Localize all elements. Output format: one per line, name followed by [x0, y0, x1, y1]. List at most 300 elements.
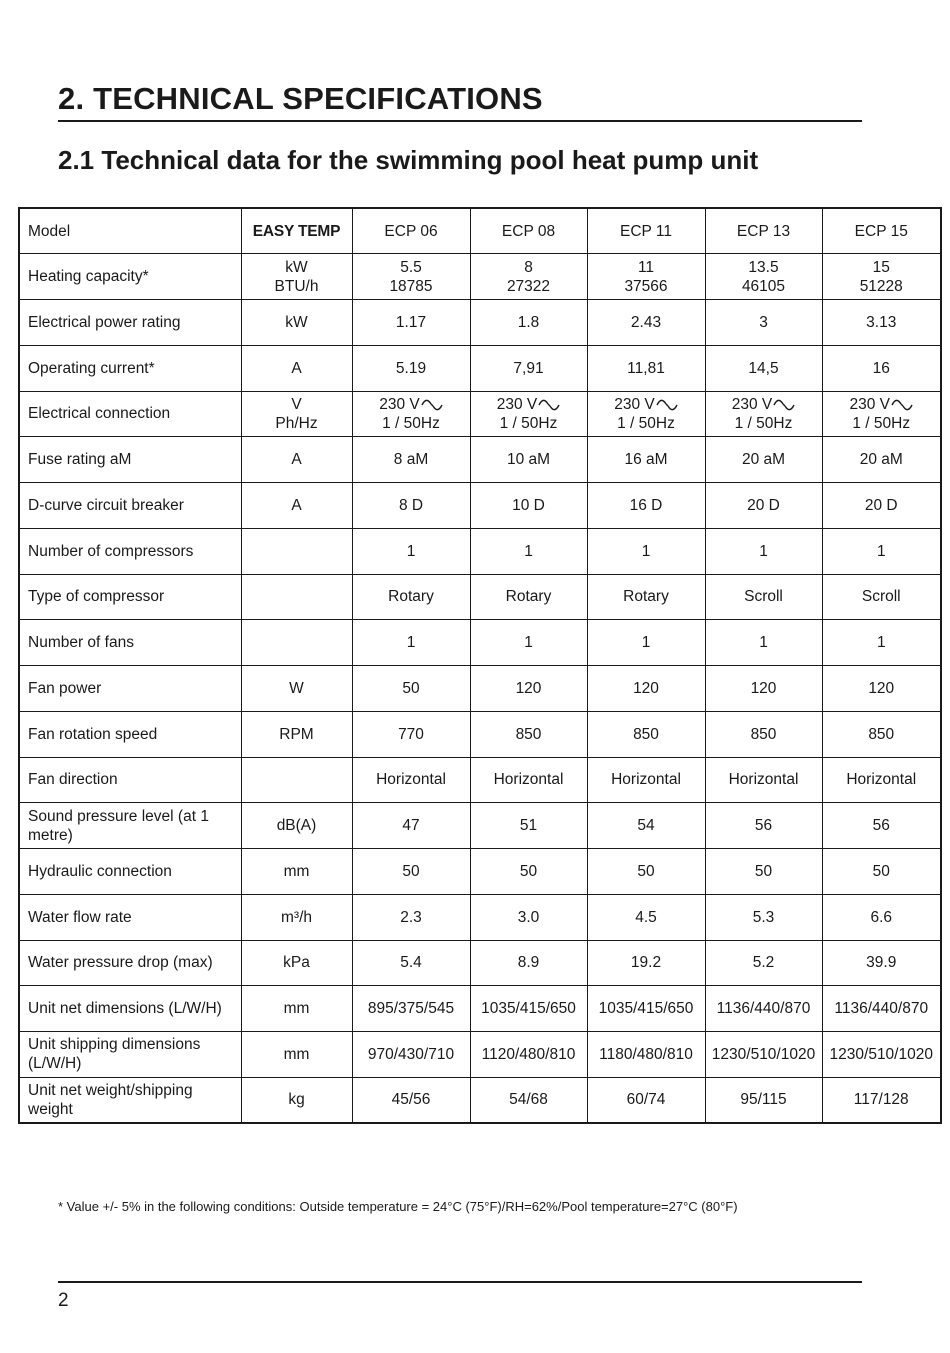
ac-symbol-icon	[891, 398, 913, 412]
value-text: 1136/440/870	[716, 1000, 811, 1018]
value-cell	[822, 528, 941, 574]
value-cell	[587, 1032, 705, 1078]
value-cell	[470, 391, 587, 437]
table-row	[19, 1077, 941, 1123]
value-cell	[822, 894, 941, 940]
table-row	[19, 757, 941, 803]
value-cell	[470, 300, 587, 346]
row-label: Unit net dimensions (L/W/H)	[19, 986, 241, 1032]
value-text: 120	[868, 679, 895, 697]
value-text: 13.5	[748, 258, 779, 276]
value-line	[471, 816, 587, 835]
value-line	[353, 359, 470, 378]
value-text: 56	[754, 817, 773, 835]
value-cell	[352, 1077, 470, 1123]
value-cell	[822, 437, 941, 483]
unit-line: A	[291, 451, 302, 469]
row-label: Fan direction	[19, 757, 241, 803]
value-text: 1	[524, 634, 533, 652]
value-line	[823, 414, 941, 433]
value-cell	[705, 666, 822, 712]
value-text: 1230/510/1020	[829, 1045, 933, 1063]
unit-line: mm	[283, 1045, 310, 1063]
value-text: 56	[872, 817, 890, 835]
value-text: 850	[750, 725, 777, 743]
unit-line: kPa	[283, 954, 310, 972]
value-line	[471, 313, 587, 332]
value-text: 1180/480/810	[599, 1045, 693, 1063]
value-line	[706, 908, 822, 927]
value-text: 117/128	[853, 1091, 909, 1109]
value-cell	[822, 803, 941, 849]
value-line	[706, 999, 822, 1018]
table-row	[19, 345, 941, 391]
row-unit	[241, 986, 352, 1032]
value-text: 1230/510/1020	[711, 1045, 816, 1063]
value-text: 11	[637, 258, 655, 276]
value-cell	[705, 711, 822, 757]
value-cell	[705, 1077, 822, 1123]
value-cell	[822, 757, 941, 803]
value-line	[353, 587, 470, 606]
value-text: 46105	[741, 277, 786, 295]
value-line	[706, 862, 822, 881]
row-unit	[241, 437, 352, 483]
value-text: 4.5	[635, 908, 657, 926]
value-text: 3	[759, 313, 768, 331]
value-text: 1120/480/810	[481, 1045, 576, 1063]
value-text: 6.6	[870, 908, 893, 926]
value-cell	[587, 666, 705, 712]
value-text: 50	[402, 862, 420, 880]
value-cell	[705, 528, 822, 574]
value-text: 37566	[624, 277, 668, 295]
value-line	[823, 1045, 941, 1064]
value-text: 8 aM	[393, 451, 429, 469]
value-line	[353, 277, 470, 296]
value-line	[471, 770, 587, 789]
row-unit	[241, 666, 352, 712]
value-text: 3.0	[517, 908, 540, 926]
value-text: 850	[515, 725, 542, 743]
table-row	[19, 254, 941, 300]
row-label: Unit net weight/shipping weight	[19, 1077, 241, 1123]
value-line	[706, 587, 822, 606]
value-line	[823, 450, 941, 469]
value-cell	[470, 666, 587, 712]
value-cell	[587, 1077, 705, 1123]
row-unit	[241, 391, 352, 437]
value-text: 95/115	[740, 1091, 787, 1109]
value-cell	[705, 803, 822, 849]
value-text: Horizontal	[846, 771, 917, 789]
value-line	[353, 770, 470, 789]
value-line	[706, 633, 822, 652]
value-text: 11,81	[627, 359, 665, 377]
row-label: Unit shipping dimensions (L/W/H)	[19, 1032, 241, 1078]
value-text: 50	[402, 679, 420, 697]
value-text: 20 D	[864, 496, 898, 514]
value-text: 1	[406, 542, 416, 560]
value-text: 770	[398, 725, 424, 743]
row-label: D-curve circuit breaker	[19, 483, 241, 529]
value-line	[471, 862, 587, 881]
value-line	[588, 313, 705, 332]
value-line	[823, 862, 941, 881]
value-text: 1	[759, 542, 768, 560]
value-cell	[705, 940, 822, 986]
value-text: 18785	[389, 277, 433, 295]
value-text: 5.4	[400, 954, 422, 972]
value-text: 2.3	[400, 908, 422, 926]
value-cell	[705, 986, 822, 1032]
value-line	[353, 862, 470, 881]
value-text: 54	[637, 817, 655, 835]
value-cell	[587, 620, 705, 666]
value-text: 1	[641, 542, 651, 560]
value-cell	[705, 391, 822, 437]
table-row	[19, 437, 941, 483]
value-text: Scroll	[861, 588, 901, 606]
row-label: Water pressure drop (max)	[19, 940, 241, 986]
value-cell	[352, 803, 470, 849]
value-cell	[352, 300, 470, 346]
value-text: 8.9	[517, 954, 540, 972]
table-row	[19, 528, 941, 574]
value-cell	[587, 391, 705, 437]
value-cell	[587, 300, 705, 346]
value-text: 1	[759, 634, 768, 652]
value-line	[353, 1090, 470, 1109]
table-row	[19, 940, 941, 986]
value-line	[471, 633, 587, 652]
value-line	[353, 633, 470, 652]
value-text: 16 D	[629, 496, 663, 514]
value-text: 1 / 50Hz	[499, 414, 558, 432]
value-text: 50	[754, 862, 773, 880]
value-line	[823, 953, 941, 972]
value-cell	[352, 574, 470, 620]
ac-symbol-icon	[421, 398, 443, 412]
value-text: 1	[406, 634, 416, 652]
value-line	[823, 542, 941, 561]
header-model: ECP 13	[705, 208, 822, 254]
value-text: 51228	[859, 277, 903, 295]
row-unit	[241, 1032, 352, 1078]
value-cell	[822, 620, 941, 666]
value-text: 1 / 50Hz	[382, 414, 440, 432]
value-cell	[470, 894, 587, 940]
value-line	[588, 1045, 705, 1064]
value-text: 1	[876, 634, 886, 652]
value-line	[588, 725, 705, 744]
value-text: 850	[868, 725, 895, 743]
unit-line: mm	[283, 862, 310, 880]
value-line	[353, 414, 470, 433]
value-cell	[822, 986, 941, 1032]
value-cell	[705, 894, 822, 940]
value-text: 54/68	[509, 1091, 548, 1109]
value-line	[588, 395, 705, 414]
value-text: Horizontal	[493, 771, 564, 789]
value-line	[353, 450, 470, 469]
value-line	[588, 258, 705, 277]
table-row	[19, 803, 941, 849]
value-text: 20 aM	[859, 451, 903, 469]
value-cell	[705, 483, 822, 529]
row-label: Heating capacity*	[19, 254, 241, 300]
value-line	[588, 496, 705, 515]
value-text: 19.2	[630, 954, 662, 972]
row-label: Electrical power rating	[19, 300, 241, 346]
table-header-row	[19, 208, 941, 254]
value-cell	[705, 574, 822, 620]
value-line	[471, 414, 587, 433]
unit-line: A	[291, 496, 302, 514]
value-cell	[705, 437, 822, 483]
table-row	[19, 666, 941, 712]
header-model: ECP 11	[587, 208, 705, 254]
value-line	[471, 908, 587, 927]
value-line	[706, 770, 822, 789]
header-model: ECP 08	[470, 208, 587, 254]
row-label: Electrical connection	[19, 391, 241, 437]
value-cell	[470, 940, 587, 986]
value-cell	[587, 254, 705, 300]
row-label: Type of compressor	[19, 574, 241, 620]
value-cell	[822, 1032, 941, 1078]
value-line	[823, 1090, 941, 1109]
value-text: 230 V	[496, 395, 538, 413]
value-text: 8 D	[398, 496, 424, 514]
value-text: Horizontal	[728, 771, 799, 789]
value-line	[706, 359, 822, 378]
table-row	[19, 391, 941, 437]
value-line	[588, 359, 705, 378]
row-unit	[241, 803, 352, 849]
row-label: Fuse rating aM	[19, 437, 241, 483]
value-line	[706, 277, 822, 296]
footer-rule	[58, 1281, 862, 1283]
value-line	[588, 542, 705, 561]
row-label: Water flow rate	[19, 894, 241, 940]
value-text: 1035/415/650	[598, 1000, 694, 1018]
value-text: 1136/440/870	[834, 1000, 929, 1018]
value-text: 7,91	[513, 359, 544, 377]
value-cell	[822, 1077, 941, 1123]
value-text: 1	[876, 542, 886, 560]
value-text: 120	[515, 679, 542, 697]
value-text: 20 D	[747, 496, 780, 514]
value-cell	[470, 254, 587, 300]
row-label: Number of compressors	[19, 528, 241, 574]
value-line	[471, 359, 587, 378]
unit-line: dB(A)	[276, 817, 317, 835]
value-text: 230 V	[614, 395, 655, 413]
value-line	[706, 313, 822, 332]
value-cell	[587, 757, 705, 803]
section-subtitle: 2.1 Technical data for the swimming pool heat pump unit	[58, 145, 759, 175]
value-text: 120	[750, 679, 777, 697]
value-cell	[587, 894, 705, 940]
value-line	[823, 725, 941, 744]
value-text: 39.9	[866, 954, 897, 972]
table-row	[19, 483, 941, 529]
value-cell	[470, 757, 587, 803]
unit-line: kW	[285, 313, 308, 331]
value-cell	[822, 940, 941, 986]
value-text: 1 / 50Hz	[617, 414, 675, 432]
value-cell	[705, 1032, 822, 1078]
value-line	[588, 414, 705, 433]
value-line	[471, 496, 587, 515]
value-text: Horizontal	[611, 771, 681, 789]
table-row	[19, 574, 941, 620]
value-cell	[822, 849, 941, 895]
value-cell	[352, 620, 470, 666]
value-text: 3.13	[866, 313, 897, 331]
value-text: 5.19	[395, 359, 427, 377]
row-unit	[241, 1077, 352, 1123]
value-cell	[705, 345, 822, 391]
header-label: Model	[19, 208, 241, 254]
value-text: 50	[872, 862, 890, 880]
value-cell	[587, 940, 705, 986]
value-line	[353, 258, 470, 277]
footnote: * Value +/- 5% in the following conditions: Outside temperature = 24°C (75°F)/RH=62%/Pool temperature=27°C (80°F)	[58, 1199, 738, 1214]
value-line	[706, 816, 822, 835]
value-line	[588, 633, 705, 652]
value-line	[588, 770, 705, 789]
value-cell	[587, 345, 705, 391]
value-line	[588, 277, 705, 296]
value-text: 850	[633, 725, 659, 743]
value-cell	[470, 711, 587, 757]
value-cell	[470, 483, 587, 529]
table-row	[19, 620, 941, 666]
value-text: 1 / 50Hz	[852, 414, 911, 432]
value-cell	[470, 803, 587, 849]
value-cell	[352, 1032, 470, 1078]
value-line	[471, 395, 587, 414]
table-row	[19, 849, 941, 895]
value-line	[353, 816, 470, 835]
value-text: 230 V	[731, 395, 773, 413]
value-text: 8	[524, 258, 533, 276]
value-text: Rotary	[623, 588, 669, 606]
value-cell	[470, 345, 587, 391]
value-line	[353, 999, 470, 1018]
value-line	[471, 587, 587, 606]
value-cell	[470, 849, 587, 895]
header-brand: EASY TEMP	[241, 208, 352, 254]
ac-symbol-icon	[773, 398, 795, 412]
value-line	[471, 258, 587, 277]
value-text: 1	[641, 634, 651, 652]
row-unit	[241, 574, 352, 620]
value-cell	[705, 849, 822, 895]
value-line	[353, 679, 470, 698]
value-line	[588, 999, 705, 1018]
row-unit	[241, 940, 352, 986]
table-row	[19, 711, 941, 757]
value-cell	[587, 574, 705, 620]
row-label: Fan rotation speed	[19, 711, 241, 757]
value-line	[353, 908, 470, 927]
value-line	[471, 953, 587, 972]
value-text: 970/430/710	[367, 1045, 455, 1063]
value-line	[588, 862, 705, 881]
value-line	[706, 542, 822, 561]
value-text: 5.3	[752, 908, 775, 926]
value-line	[588, 450, 705, 469]
value-line	[706, 258, 822, 277]
value-text: 1.17	[395, 313, 427, 331]
unit-line: kg	[288, 1091, 305, 1109]
value-text: 10 aM	[506, 451, 551, 469]
value-cell	[587, 711, 705, 757]
value-text: 5.5	[400, 258, 422, 276]
value-cell	[587, 528, 705, 574]
unit-line: A	[291, 359, 302, 377]
value-cell	[352, 391, 470, 437]
row-label: Hydraulic connection	[19, 849, 241, 895]
value-line	[471, 277, 587, 296]
value-line	[588, 908, 705, 927]
value-line	[588, 587, 705, 606]
value-line	[353, 1045, 470, 1064]
value-line	[706, 679, 822, 698]
value-line	[706, 414, 822, 433]
value-cell	[352, 757, 470, 803]
value-text: Scroll	[744, 588, 783, 606]
row-label: Sound pressure level (at 1 metre)	[19, 803, 241, 849]
value-text: 10 D	[512, 496, 545, 514]
value-text: 895/375/545	[367, 1000, 455, 1018]
value-line	[353, 542, 470, 561]
value-line	[353, 313, 470, 332]
value-cell	[352, 666, 470, 712]
value-cell	[822, 300, 941, 346]
unit-line: mm	[283, 1000, 310, 1018]
value-line	[706, 953, 822, 972]
unit-line: BTU/h	[274, 277, 319, 295]
value-cell	[822, 711, 941, 757]
row-label: Fan power	[19, 666, 241, 712]
value-line	[823, 770, 941, 789]
value-text: 20 aM	[741, 451, 786, 469]
value-cell	[470, 986, 587, 1032]
unit-line: kW	[285, 258, 308, 276]
value-line	[353, 395, 470, 414]
value-line	[471, 679, 587, 698]
value-cell	[822, 483, 941, 529]
unit-line: m³/h	[281, 908, 312, 926]
value-line	[353, 725, 470, 744]
value-text: 2.43	[630, 313, 662, 331]
header-model: ECP 15	[822, 208, 941, 254]
row-unit	[241, 620, 352, 666]
value-line	[706, 496, 822, 515]
row-label: Number of fans	[19, 620, 241, 666]
value-line	[706, 1090, 822, 1109]
value-cell	[470, 1032, 587, 1078]
value-text: 47	[402, 817, 420, 835]
value-cell	[705, 757, 822, 803]
value-line	[588, 953, 705, 972]
unit-line: RPM	[279, 725, 314, 743]
value-text: 60/74	[626, 1091, 666, 1109]
